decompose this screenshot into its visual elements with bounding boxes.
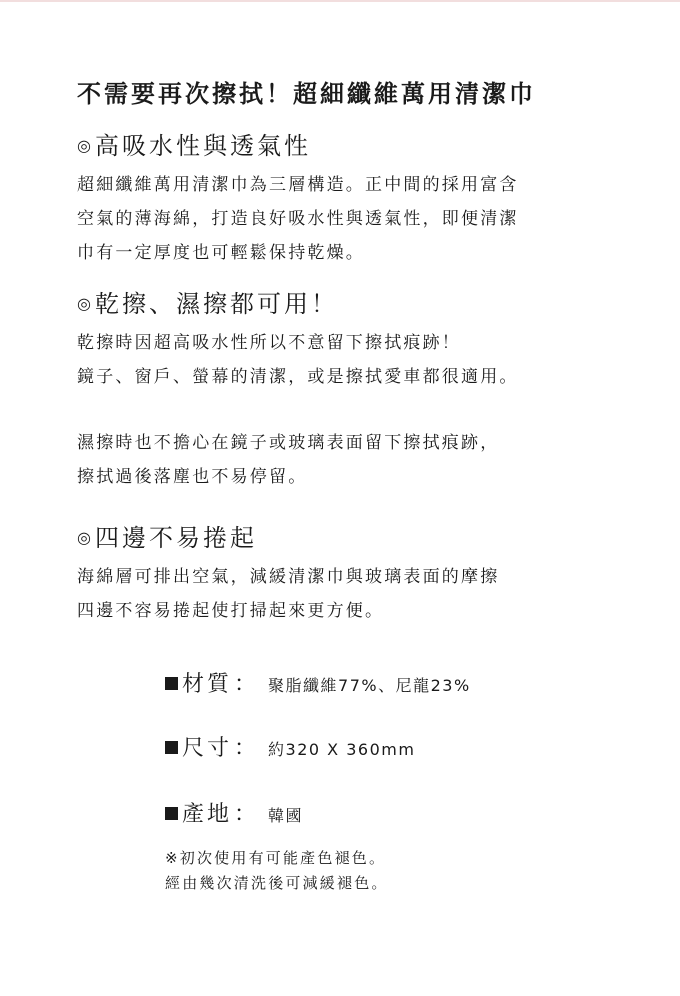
paragraph-line: 乾擦時因超高吸水性所以不意留下擦拭痕跡！	[77, 333, 461, 353]
paragraph-line: 擦拭過後落塵也不易停留。	[77, 467, 308, 487]
care-note	[165, 846, 389, 896]
bullseye-icon: ◎	[77, 136, 91, 155]
section-heading-text: 四邊不易捲起	[95, 524, 257, 552]
bullseye-icon: ◎	[77, 294, 91, 313]
page-title: 不需要再次擦拭！超細纖維萬用清潔巾	[77, 80, 536, 109]
section-absorbency	[77, 128, 617, 270]
spec-origin: 產地： 韓國	[165, 797, 303, 834]
paragraph-line: 鏡子、窗戶、螢幕的清潔，或是擦拭愛車都很適用。	[77, 367, 519, 387]
spec-size: 尺寸： 約320 X 360mm	[165, 731, 415, 768]
paragraph-line: 海綿層可排出空氣，減緩清潔巾與玻璃表面的摩擦	[77, 567, 500, 587]
spec-key: 產地	[182, 802, 233, 827]
section-heading	[77, 128, 617, 164]
note-line: ※初次使用有可能產色褪色。	[165, 849, 387, 867]
square-bullet-icon	[165, 807, 178, 820]
section-heading	[77, 286, 617, 322]
paragraph-line: 濕擦時也不擔心在鏡子或玻璃表面留下擦拭痕跡，	[77, 433, 500, 453]
spec-material: 材質： 聚脂纖維77%、尼龍23%	[165, 667, 471, 704]
section-heading-text: 乾擦、濕擦都可用！	[95, 290, 338, 318]
spec-key: 尺寸	[182, 736, 233, 761]
section-no-curl	[77, 520, 617, 628]
section-heading	[77, 520, 617, 556]
square-bullet-icon	[165, 677, 178, 690]
spec-key: 材質	[182, 672, 233, 697]
paragraph-line: 空氣的薄海綿，打造良好吸水性與透氣性，即便清潔	[77, 209, 519, 229]
spec-value: 約320 X 360mm	[268, 740, 416, 759]
spec-value: 聚脂纖維77%、尼龍23%	[268, 676, 471, 695]
square-bullet-icon	[165, 741, 178, 754]
bullseye-icon: ◎	[77, 528, 91, 547]
spec-value: 韓國	[268, 806, 304, 825]
paragraph-line: 四邊不容易捲起使打掃起來更方便。	[77, 601, 385, 621]
section-dry-wet	[77, 286, 617, 494]
top-divider	[0, 0, 680, 2]
note-line: 經由幾次清洗後可減緩褪色。	[165, 874, 389, 892]
section-heading-text: 高吸水性與透氣性	[95, 132, 311, 160]
paragraph-line: 巾有一定厚度也可輕鬆保持乾燥。	[77, 243, 365, 263]
paragraph-line: 超細纖維萬用清潔巾為三層構造。正中間的採用富含	[77, 175, 519, 195]
